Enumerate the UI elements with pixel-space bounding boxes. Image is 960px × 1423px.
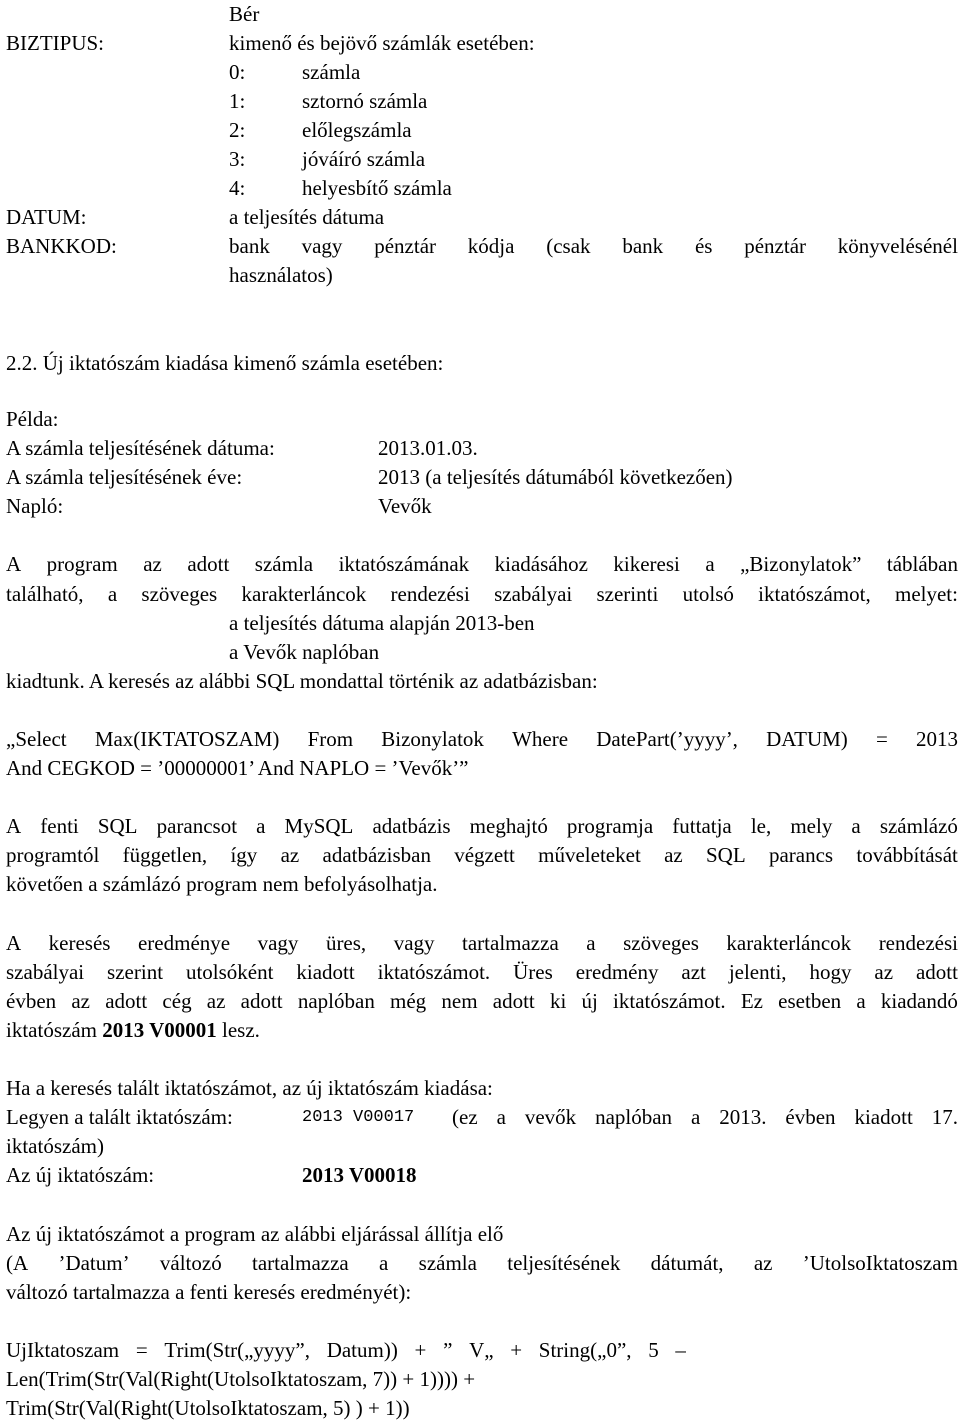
word: az: [143, 552, 162, 576]
word: Datum)): [326, 1338, 398, 1362]
para1-line1: [6, 550, 958, 579]
word: =: [135, 1338, 148, 1362]
word: 5: [648, 1338, 659, 1362]
word: tartalmazza: [251, 1251, 349, 1275]
word: hogy: [809, 960, 852, 984]
bankkod-label: BANKKOD:: [6, 234, 117, 258]
word: DATUM): [766, 727, 848, 751]
biztipus-intro: kimenő és bejövő számlák esetében:: [229, 31, 535, 55]
word: rendezési: [390, 582, 470, 606]
word: ”: [443, 1338, 453, 1362]
section-heading: 2.2. Új iktatószám kiadása kimenő számla esetében:: [6, 351, 444, 375]
word: A: [6, 931, 22, 955]
word: programtól: [6, 843, 100, 867]
word: ki: [549, 989, 567, 1013]
sql-line1: [6, 725, 958, 754]
word: kiadott: [296, 960, 355, 984]
word: műveleteket: [538, 843, 641, 867]
example-value: 2013.01.03.: [378, 436, 478, 460]
found-note: [452, 1103, 958, 1132]
para1-last: kiadtunk. A keresés az alábbi SQL mondattal történik az adatbázisban:: [6, 669, 598, 693]
datum-label: DATUM:: [6, 205, 87, 229]
word: üres,: [325, 931, 367, 955]
word: a: [256, 814, 266, 838]
word: független,: [122, 843, 208, 867]
word: vagy: [257, 931, 299, 955]
word: Trim(Str(„yyyy”,: [164, 1338, 310, 1362]
word: így: [230, 843, 258, 867]
word: könyvelésénél: [837, 234, 958, 258]
word: szabályai: [494, 582, 573, 606]
word: iktatószámot.: [377, 960, 491, 984]
word: táblában: [886, 552, 958, 576]
word: vagy: [301, 234, 343, 258]
word: kódja: [467, 234, 515, 258]
word: le,: [750, 814, 772, 838]
word: nem: [441, 989, 478, 1013]
para3-line4-prefix: iktatószám: [6, 1018, 103, 1042]
word: program: [46, 552, 118, 576]
example-title: Példa:: [6, 407, 59, 431]
word: a: [851, 814, 861, 838]
word: a: [496, 1105, 506, 1129]
new-label: Az új iktatószám:: [6, 1163, 155, 1187]
sql-line2: And CEGKOD = ’00000001’ And NAPLO = ’Vevők’”: [6, 756, 469, 780]
word: szöveges: [623, 931, 699, 955]
word: (ez: [452, 1105, 478, 1129]
word: naplóban: [297, 989, 375, 1013]
word: évben: [785, 1105, 836, 1129]
para4-intro: Ha a keresés talált iktatószámot, az új iktatószám kiadása:: [6, 1076, 493, 1100]
word: SQL: [97, 814, 138, 838]
para3-line4-suffix: lesz.: [216, 1018, 260, 1042]
word: adott: [492, 989, 535, 1013]
word: adott: [240, 989, 283, 1013]
first-iktatoszam: 2013 V00001: [102, 1018, 217, 1042]
word: és: [694, 234, 713, 258]
word: évben: [6, 989, 57, 1013]
bankkod-line1: [229, 232, 958, 261]
word: a: [586, 931, 596, 955]
word: pénztár: [374, 234, 437, 258]
word: From: [307, 727, 354, 751]
word: kikeresi: [613, 552, 680, 576]
word: mely: [790, 814, 833, 838]
para5-line2: [6, 1249, 958, 1278]
word: számla: [418, 1251, 477, 1275]
word: található,: [6, 582, 84, 606]
word: számlázó: [879, 814, 958, 838]
word: adott: [187, 552, 230, 576]
word: Bizonylatok: [381, 727, 484, 751]
word: DatePart(’yyyy’,: [596, 727, 738, 751]
word: Üres: [513, 960, 553, 984]
word: MySQL: [284, 814, 354, 838]
found-label: Legyen a talált iktatószám:: [6, 1105, 233, 1129]
biztipus-value: Bér: [229, 2, 260, 26]
word: A: [6, 552, 22, 576]
word: rendezési: [878, 931, 958, 955]
word: szerinti: [596, 582, 659, 606]
word: String(„0”,: [538, 1338, 632, 1362]
word: Max(IKTATOSZAM): [94, 727, 280, 751]
para5-line1: Az új iktatószámot a program az alábbi eljárással állítja elő: [6, 1222, 504, 1246]
word: SQL: [706, 843, 746, 867]
para2-line2: [6, 841, 958, 870]
para2-line3: követően a számlázó program nem befolyásolhatja.: [6, 872, 438, 896]
word: melyet:: [895, 582, 958, 606]
word: Where: [512, 727, 569, 751]
found-note-end: iktatószám): [6, 1134, 104, 1158]
word: új: [581, 989, 598, 1013]
word: végzett: [454, 843, 515, 867]
word: számla: [254, 552, 314, 576]
word: pénztár: [744, 234, 807, 258]
code-line2: Len(Trim(Str(Val(Right(UtolsoIktatoszam, 7)) + 1)))) +: [6, 1367, 476, 1391]
example-value: Vevők: [378, 494, 432, 518]
word: továbbítását: [856, 843, 958, 867]
word: változó: [159, 1251, 222, 1275]
word: a: [379, 1251, 389, 1275]
word: vagy: [393, 931, 435, 955]
word: keresés: [48, 931, 111, 955]
biztipus-code: 3:: [229, 147, 246, 171]
word: az: [664, 843, 683, 867]
word: tartalmazza: [462, 931, 559, 955]
para3-line4: [6, 1016, 260, 1045]
found-value: 2013 V00017: [302, 1108, 415, 1127]
word: „Bizonylatok”: [740, 552, 862, 576]
para5-line3: változó tartalmazza a fenti keresés eredményét):: [6, 1280, 412, 1304]
word: (A: [6, 1251, 29, 1275]
word: a: [705, 552, 715, 576]
word: az: [280, 843, 300, 867]
word: 2013: [915, 727, 958, 751]
word: +: [414, 1338, 427, 1362]
word: naplóban: [595, 1105, 673, 1129]
word: kiadott: [854, 1105, 913, 1129]
word: bank: [622, 234, 664, 258]
word: adott: [915, 960, 958, 984]
word: még: [390, 989, 427, 1013]
word: A: [6, 814, 22, 838]
word: az: [71, 989, 91, 1013]
word: azt: [681, 960, 706, 984]
para3-line3: [6, 987, 958, 1016]
word: V„: [469, 1338, 494, 1362]
code-line1: [6, 1336, 686, 1365]
word: vevők: [524, 1105, 577, 1129]
biztipus-code-name: jóváíró számla: [302, 147, 426, 171]
word: szabályai: [6, 960, 85, 984]
word: iktatószámot,: [758, 582, 871, 606]
example-label: A számla teljesítésének dátuma:: [6, 436, 275, 460]
word: kiadandó: [880, 989, 958, 1013]
biztipus-code-name: előlegszámla: [302, 118, 412, 142]
word: 17.: [931, 1105, 958, 1129]
para2-line1: [6, 812, 958, 841]
word: adatbázisban: [322, 843, 431, 867]
word: szöveges: [141, 582, 218, 606]
word: fenti: [40, 814, 79, 838]
biztipus-code: 2:: [229, 118, 246, 142]
word: az: [753, 1251, 773, 1275]
word: –: [675, 1338, 686, 1362]
biztipus-code: 0:: [229, 60, 246, 84]
word: =: [875, 727, 888, 751]
word: (csak: [546, 234, 591, 258]
biztipus-code-name: helyesbítő számla: [302, 176, 452, 200]
word: karakterláncok: [241, 582, 367, 606]
word: parancs: [768, 843, 834, 867]
word: eredmény: [575, 960, 659, 984]
word: eredménye: [137, 931, 231, 955]
biztipus-code-name: sztornó számla: [302, 89, 428, 113]
word: az: [874, 960, 894, 984]
para3-line2: [6, 958, 958, 987]
word: utolsóként: [185, 960, 274, 984]
word: ’Datum’: [58, 1251, 130, 1275]
example-value: 2013 (a teljesítés dátumából következően): [378, 465, 733, 489]
datum-value: a teljesítés dátuma: [229, 205, 385, 229]
biztipus-code: 1:: [229, 89, 246, 113]
bankkod-line2: használatos): [229, 263, 333, 287]
new-value: 2013 V00018: [302, 1163, 417, 1187]
word: a: [107, 582, 118, 606]
para1-line2: [6, 580, 958, 609]
word: utolsó: [682, 582, 734, 606]
word: UjIktatoszam: [6, 1338, 120, 1362]
word: ’UtolsoIktatoszam: [802, 1251, 958, 1275]
word: +: [510, 1338, 523, 1362]
word: Ez: [740, 989, 763, 1013]
word: adatbázis: [372, 814, 451, 838]
word: bank: [229, 234, 270, 258]
word: iktatószámot.: [613, 989, 726, 1013]
example-label: A számla teljesítésének éve:: [6, 465, 243, 489]
para1-indent2: a Vevők naplóban: [229, 640, 380, 664]
word: a: [856, 989, 866, 1013]
word: az: [206, 989, 226, 1013]
word: szerint: [107, 960, 164, 984]
word: parancsot: [156, 814, 238, 838]
word: cég: [162, 989, 192, 1013]
word: teljesítésének: [507, 1251, 621, 1275]
word: karakterláncok: [726, 931, 852, 955]
biztipus-label: BIZTIPUS:: [6, 31, 105, 55]
word: adott: [105, 989, 148, 1013]
word: esetben: [778, 989, 842, 1013]
word: iktatószámának: [338, 552, 470, 576]
biztipus-code-name: számla: [302, 60, 361, 84]
word: „Select: [6, 727, 67, 751]
word: kiadásához: [494, 552, 588, 576]
biztipus-code: 4:: [229, 176, 246, 200]
word: 2013.: [719, 1105, 767, 1129]
word: dátumát,: [650, 1251, 724, 1275]
word: a: [690, 1105, 701, 1129]
code-line3: Trim(Str(Val(Right(UtolsoIktatoszam, 5) ) + 1)): [6, 1396, 410, 1420]
word: futtatja: [672, 814, 732, 838]
word: jelenti,: [728, 960, 787, 984]
word: meghajtó: [469, 814, 548, 838]
example-label: Napló:: [6, 494, 64, 518]
word: programja: [566, 814, 654, 838]
para3-line1: [6, 929, 958, 958]
para1-indent1: a teljesítés dátuma alapján 2013-ben: [229, 611, 535, 635]
